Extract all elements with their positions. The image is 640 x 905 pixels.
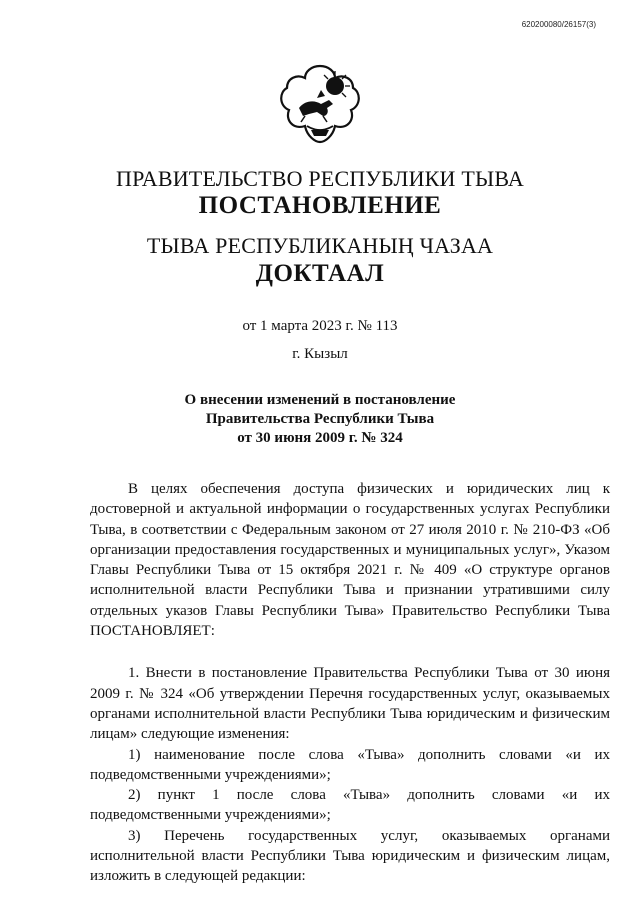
document-code: 620200080/26157(3): [521, 20, 596, 29]
subclause-paragraph: 2) пункт 1 после слова «Тыва» дополнить словами «и их подведомственными учреждениями»;: [90, 787, 610, 824]
decree-title-line: Правительства Республики Тыва: [205, 411, 435, 427]
government-heading-tyvan: ТЫВА РЕСПУБЛИКАНЫҢ ЧАЗАА: [146, 233, 494, 258]
decree-heading-tyvan: ДОКТААЛ: [255, 260, 385, 287]
decree-date-number: от 1 марта 2023 г. № 113: [242, 318, 398, 334]
clause-paragraph: 1. Внести в постановление Правительства Республики Тыва от 30 июня 2009 г. № 324 «Об утверждении Перечня государственных услуг, оказываемых органами исполнительной власти Республики Тыва юридическим и физическим лицам» следующие изменения:: [90, 665, 610, 743]
subclause-paragraph: 3) Перечень государственных услуг, оказываемых органами исполнительной власти Республики Тыва юридическим и физическим лицам, изложить в следующей редакции:: [90, 827, 610, 885]
tyva-coat-of-arms-icon: [277, 60, 363, 146]
decree-heading: ПОСТАНОВЛЕНИЕ: [198, 192, 442, 219]
decree-title-line: от 30 июня 2009 г. № 324: [237, 430, 403, 446]
decree-city: г. Кызыл: [292, 346, 348, 362]
preamble-paragraph: В целях обеспечения доступа физических и юридических лиц к достоверной и актуальной информации о государственных услугах Республики Тыва, в соответствии с Федеральным законом от 27 июля 2010 г. № 210-ФЗ «Об организации предоставления государственных и муниципальных услуг», Указом Главы Республики Тыва от 15 октября 2021 г. № 409 «О структуре органов исполнительной власти Республики Тыва и признании утратившими силу отдельных указов Главы Республики Тыва» Правительство Республики Тыва ПОСТАНОВЛЯЕТ:: [90, 481, 610, 640]
government-heading: ПРАВИТЕЛЬСТВО РЕСПУБЛИКИ ТЫВА: [116, 166, 524, 191]
decree-title: [0, 391, 640, 448]
subclause-paragraph: 1) наименование после слова «Тыва» дополнить словами «и их подведомственными учреждениями»;: [90, 746, 610, 783]
decree-title-line: О внесении изменений в постановление: [184, 392, 456, 408]
decree-body: [90, 479, 610, 887]
